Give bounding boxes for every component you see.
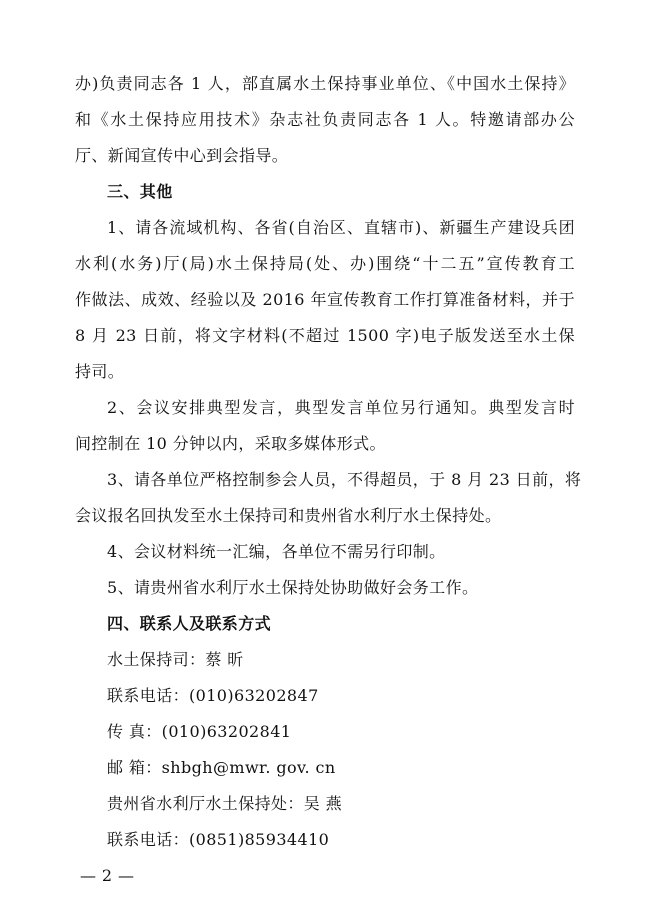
paragraph-line: 间控制在 10 分钟以内，采取多媒体形式。 xyxy=(75,434,386,453)
paragraph-line: 2、会议安排典型发言，典型发言单位另行通知。典型发言时 xyxy=(107,398,575,417)
contact-line: 水土保持司：蔡 昕 xyxy=(107,650,244,669)
paragraph-line: 4、会议材料统一汇编，各单位不需另行印制。 xyxy=(107,542,446,561)
paragraph-line: 作做法、成效、经验以及 2016 年宣传教育工作打算准备材料，并于 xyxy=(75,290,575,309)
paragraph-line: 3、请各单位严格控制参会人员，不得超员，于 8 月 23 日前，将 xyxy=(107,470,582,489)
section-heading: 三、其他 xyxy=(107,182,173,201)
contact-line: 邮 箱：shbgh@mwr. gov. cn xyxy=(107,758,336,777)
paragraph-line: 办)负责同志各 1 人，部直属水土保持事业单位、《中国水土保持》 xyxy=(75,74,575,93)
paragraph-line: 厅、新闻宣传中心到会指导。 xyxy=(75,146,289,165)
paragraph-line: 和《水土保持应用技术》杂志社负责同志各 1 人。特邀请部办公 xyxy=(75,110,575,129)
contact-line: 传 真：(010)63202841 xyxy=(107,722,292,741)
paragraph-line: 持司。 xyxy=(75,362,125,381)
contact-line: 联系电话：(0851)85934410 xyxy=(107,830,330,849)
paragraph-line: 8 月 23 日前，将文字材料(不超过 1500 字)电子版发送至水土保 xyxy=(75,326,575,345)
section-heading: 四、联系人及联系方式 xyxy=(107,614,272,633)
contact-line: 联系电话：(010)63202847 xyxy=(107,686,319,705)
paragraph-line: 5、请贵州省水利厅水土保持处协助做好会务工作。 xyxy=(107,578,479,597)
page-number: — 2 — xyxy=(80,866,135,885)
contact-line: 贵州省水利厅水土保持处：吴 燕 xyxy=(107,794,343,813)
paragraph-line: 会议报名回执发至水土保持司和贵州省水利厅水土保持处。 xyxy=(75,506,502,525)
paragraph-line: 1、请各流域机构、各省(自治区、直辖市)、新疆生产建设兵团 xyxy=(107,218,575,237)
paragraph-line: 水利(水务)厅(局)水土保持局(处、办)围绕“十二五”宣传教育工 xyxy=(75,254,575,273)
